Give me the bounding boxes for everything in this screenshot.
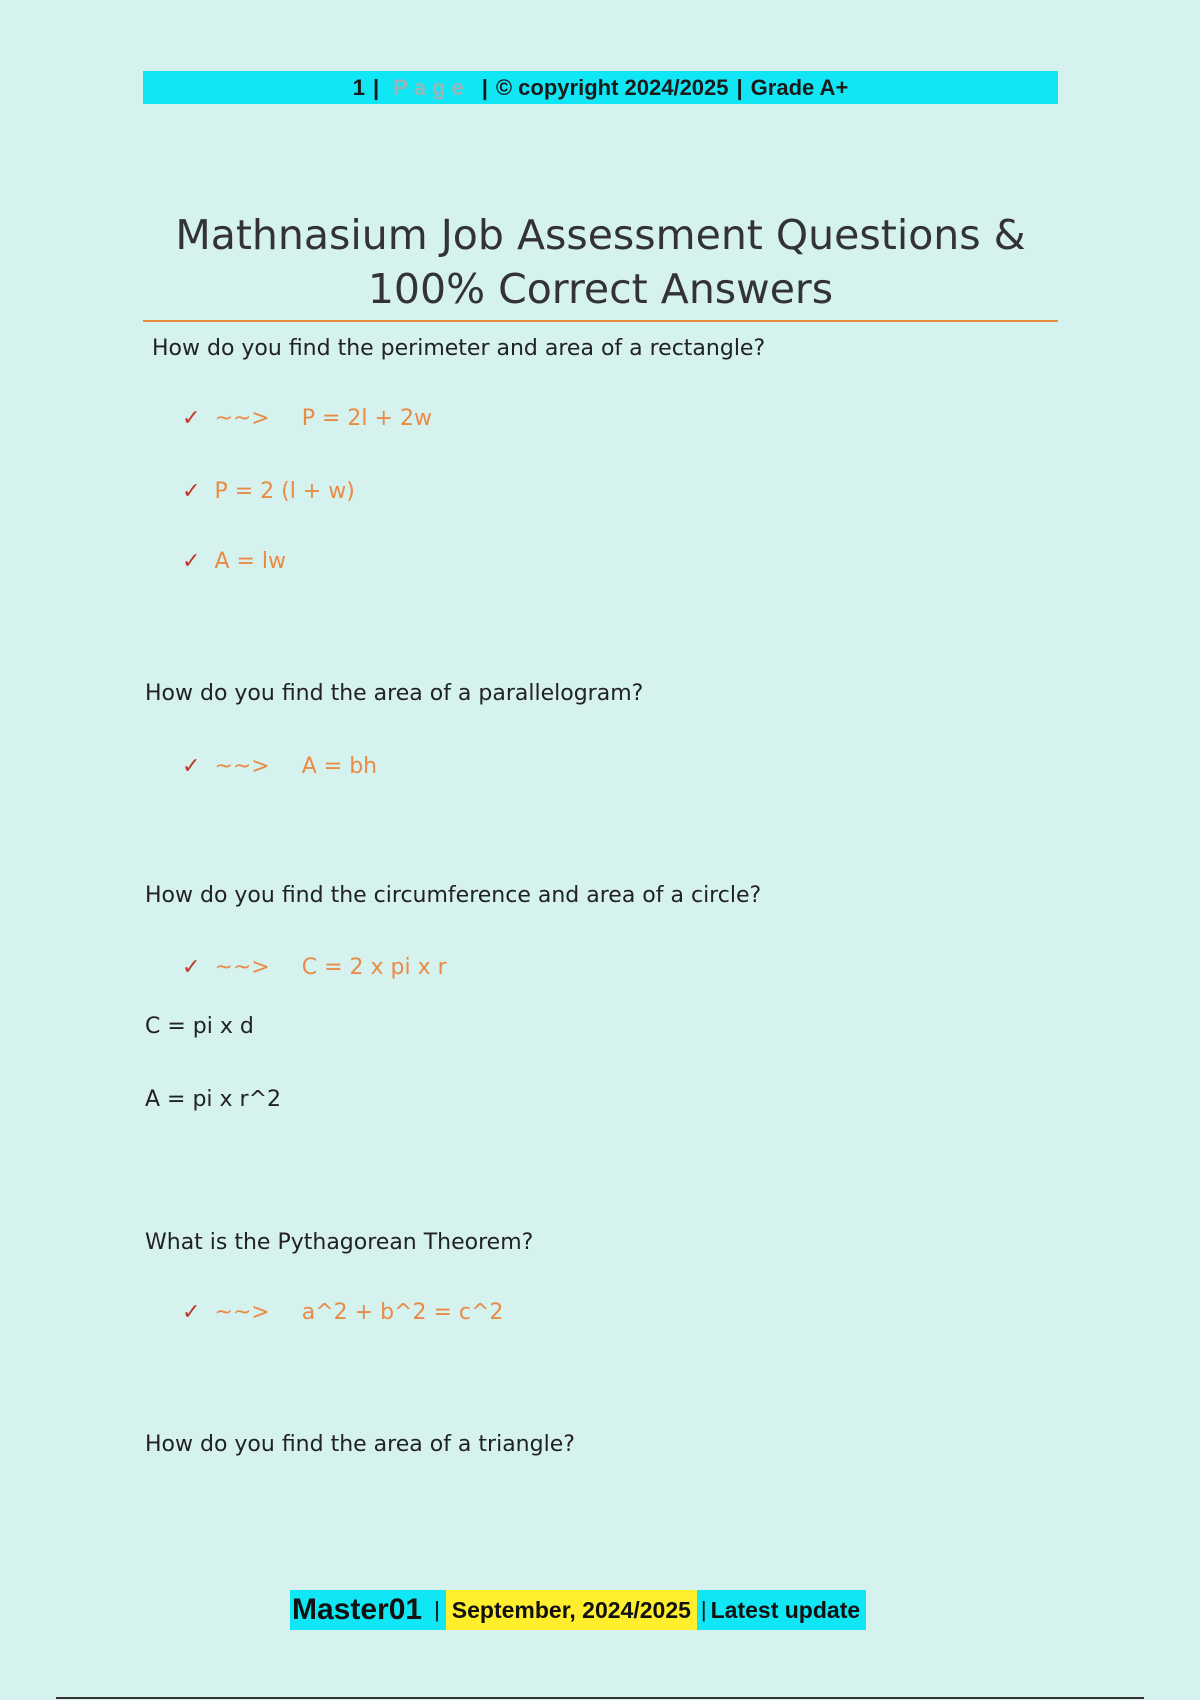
page-footer-band (290, 1590, 866, 1630)
arrow-marker: ~~> (214, 955, 270, 980)
footer-date: September, 2024/2025 (446, 1590, 697, 1630)
answer-text: C = 2 x pi x r (301, 955, 447, 980)
answer-item (182, 1300, 503, 1325)
header-separator: | (736, 74, 743, 100)
check-icon: ✓ (182, 406, 201, 431)
header-separator: | (481, 74, 488, 100)
title-line-1: Mathnasium Job Assessment Questions & (175, 211, 1026, 259)
arrow-marker: ~~> (214, 406, 270, 431)
check-icon: ✓ (182, 1300, 201, 1325)
copyright-text: © copyright 2024/2025 (495, 74, 729, 100)
footer-update-label: Latest update (711, 1590, 867, 1630)
answer-text: a^2 + b^2 = c^2 (301, 1300, 504, 1325)
question-circle: How do you find the circumference and area of a circle? (145, 883, 762, 908)
answer-item (182, 406, 432, 431)
answer-text: P = 2l + 2w (301, 406, 432, 431)
answer-item (182, 549, 286, 574)
title-divider (143, 320, 1058, 322)
question-pythagorean: What is the Pythagorean Theorem? (145, 1230, 534, 1255)
answer-text: A = lw (214, 549, 287, 574)
answer-item (182, 754, 377, 779)
grade-text: Grade A+ (750, 74, 849, 100)
arrow-marker: ~~> (214, 1300, 270, 1325)
answer-text: A = bh (301, 754, 378, 779)
arrow-marker: ~~> (214, 754, 270, 779)
check-icon: ✓ (182, 955, 201, 980)
footer-separator: | (428, 1590, 446, 1630)
footer-brand: Master01 (290, 1590, 428, 1630)
document-title (143, 208, 1058, 316)
question-triangle: How do you find the area of a triangle? (145, 1432, 575, 1457)
check-icon: ✓ (182, 549, 201, 574)
title-line-2: 100% Correct Answers (367, 265, 834, 313)
check-icon: ✓ (182, 479, 201, 504)
page-label: Page (393, 74, 470, 100)
bottom-divider (56, 1697, 1144, 1699)
footer-separator: | (697, 1590, 711, 1630)
question-parallelogram: How do you find the area of a parallelogram? (145, 681, 644, 706)
answer-item (182, 955, 447, 980)
question-rectangle: How do you find the perimeter and area of a rectangle? (152, 336, 766, 361)
check-icon: ✓ (182, 754, 201, 779)
page-number: 1 (352, 74, 365, 100)
answer-item (182, 479, 355, 504)
header-separator: | (372, 74, 380, 100)
answer-continuation: C = pi x d (145, 1014, 254, 1039)
page-header-band (143, 71, 1058, 104)
answer-continuation: A = pi x r^2 (145, 1087, 282, 1112)
answer-text: P = 2 (l + w) (214, 479, 355, 504)
